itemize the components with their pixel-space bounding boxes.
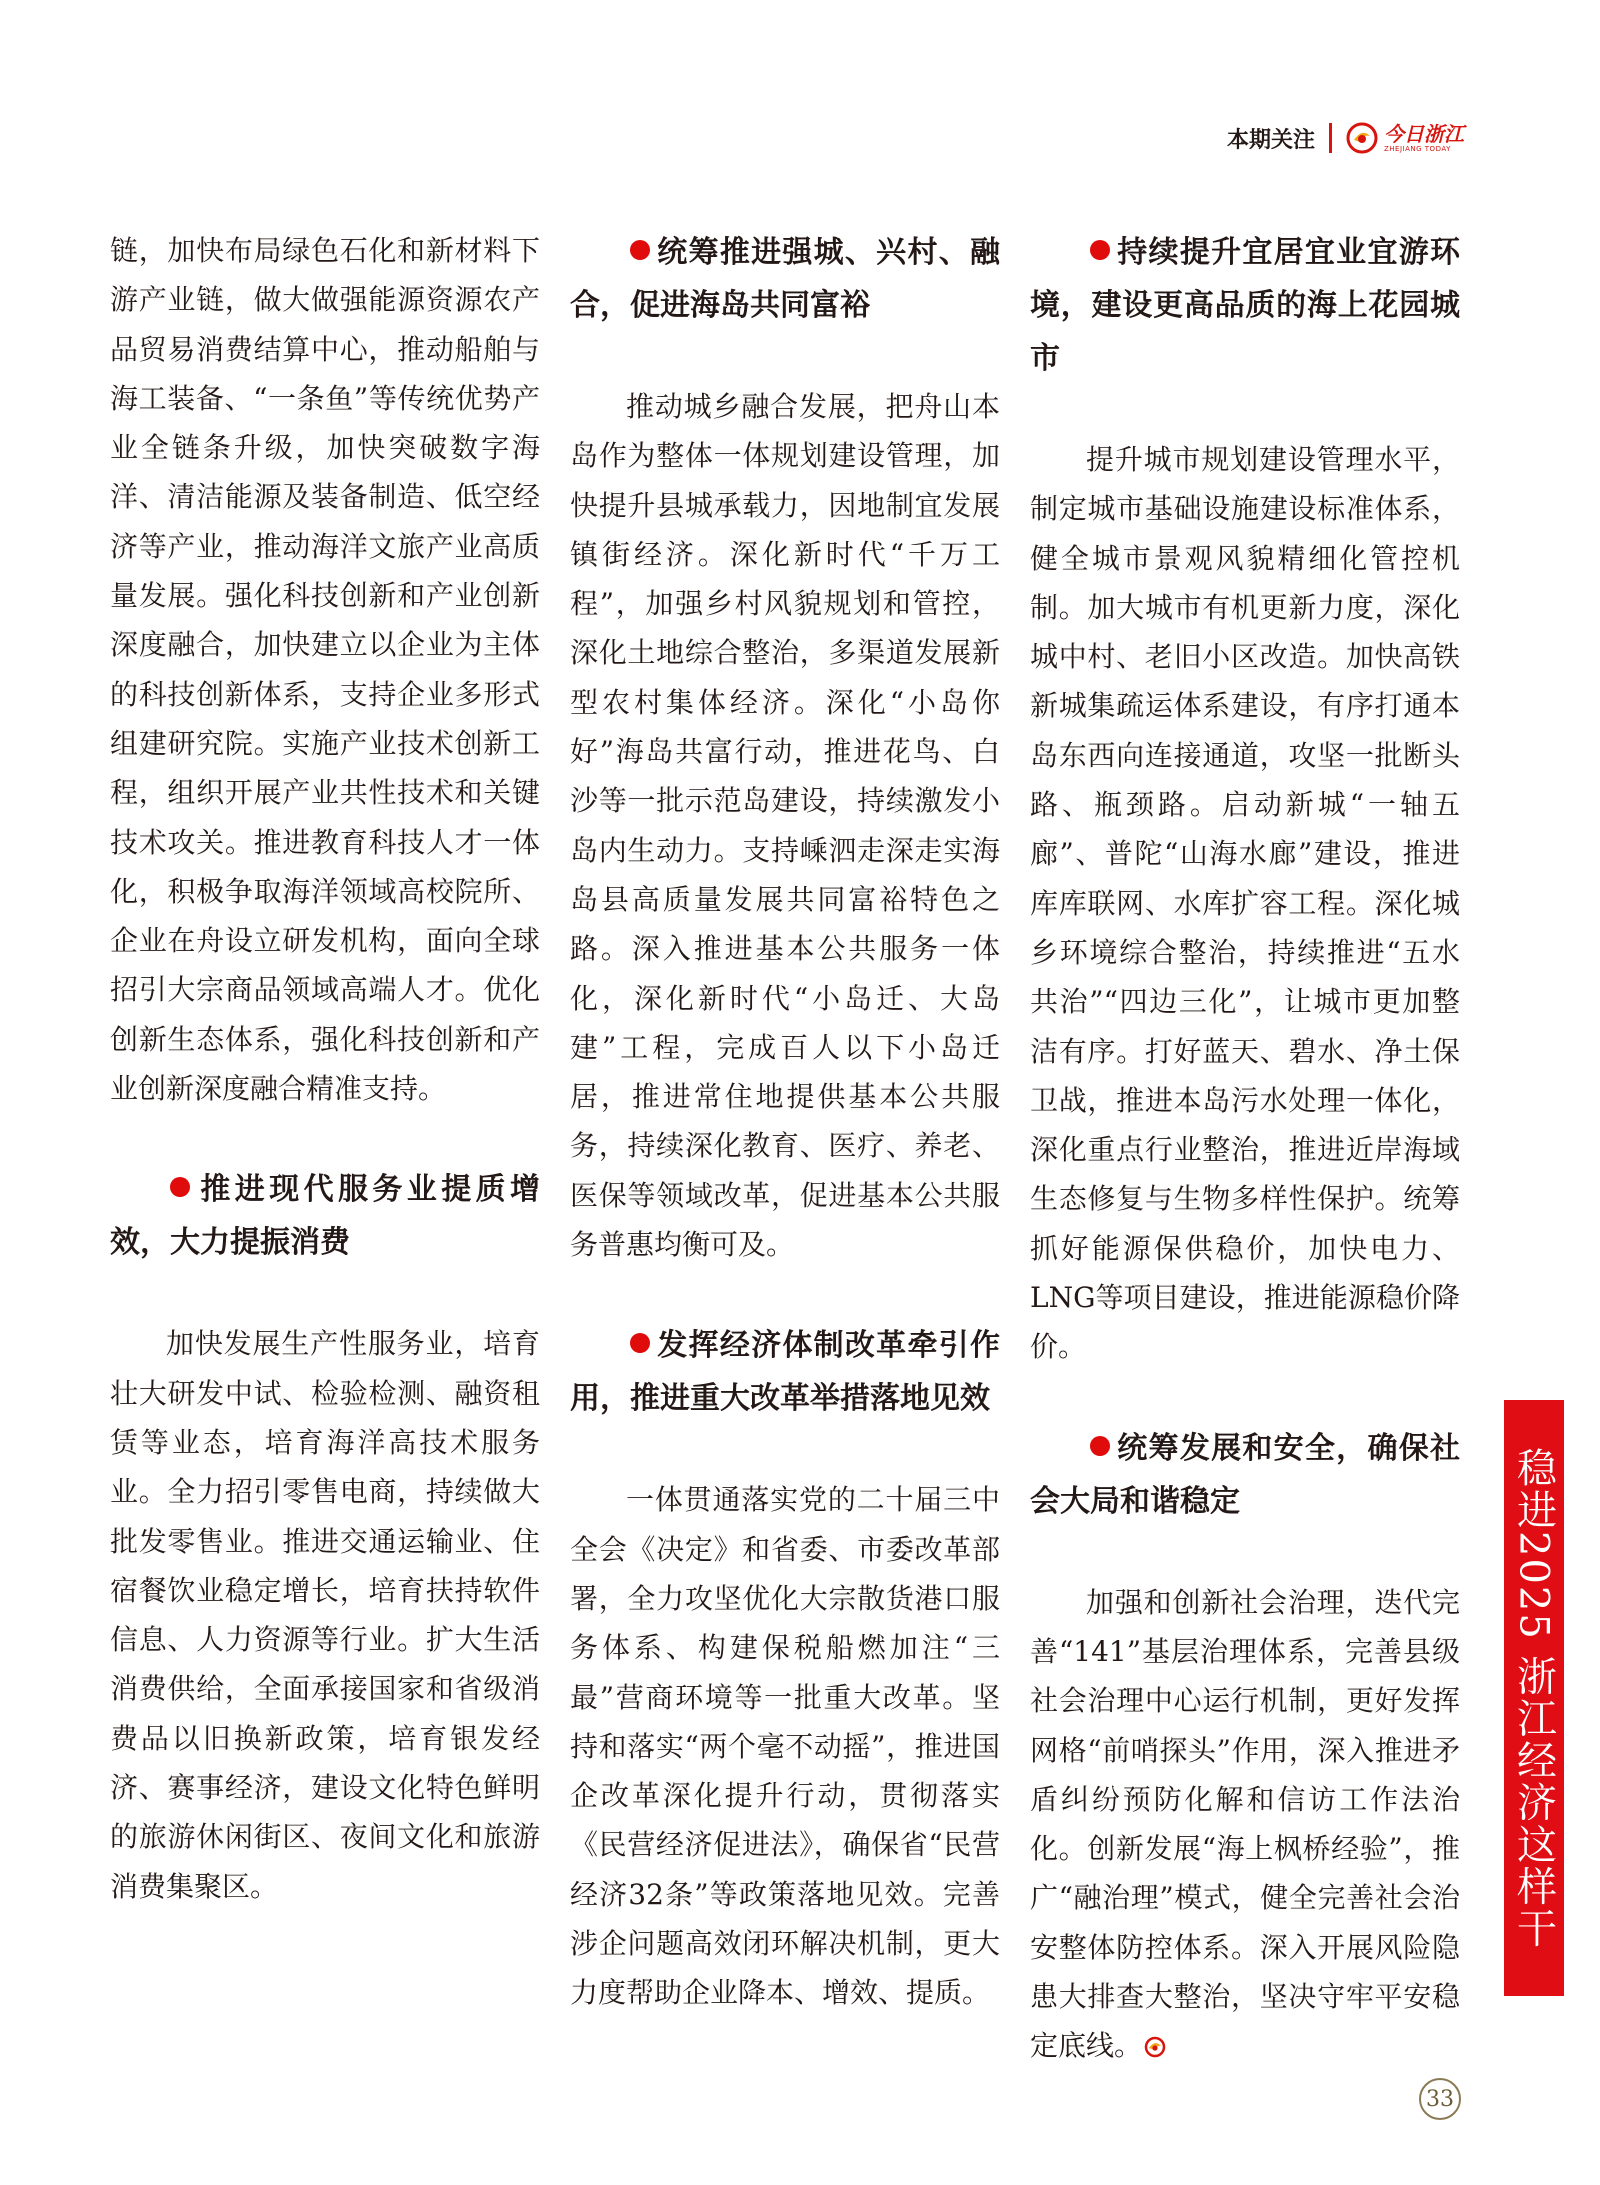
column-2: [570, 226, 1000, 2018]
red-bullet-icon: [1090, 240, 1110, 260]
logo-english-text: ZHEJIANG TODAY: [1384, 144, 1451, 153]
header-divider: [1329, 123, 1332, 153]
heading-text: 持续提升宜居宜业宜游环境，建设更高品质的海上花园城市: [1030, 235, 1460, 376]
logo-swirl-icon: [1346, 122, 1378, 154]
series-title: 稳进2025 浙江经济这样干: [1510, 1446, 1557, 1950]
heading-text: 统筹发展和安全，确保社会大局和谐稳定: [1030, 1430, 1460, 1519]
end-mark-icon: [1144, 2036, 1166, 2058]
section-heading: [570, 1319, 1000, 1425]
red-bullet-icon: [1090, 1436, 1110, 1456]
heading-text: 发挥经济体制改革牵引作用，推进重大改革举措落地见效: [570, 1328, 1000, 1417]
body-paragraph: 链，加快布局绿色石化和新材料下游产业链，做大做强能源资源农产品贸易消费结算中心，推动船舶与海工装备、“一条鱼”等传统优势产业全链条升级，加快突破数字海洋、清洁能源及装备制造、低空经济等产业，推动海洋文旅产业高质量发展。强化科技创新和产业创新深度融合，加快建立以企业为主体的科技创新体系，支持企业多形式组建研究院。实施产业技术创新工程，组织开展产业共性技术和关键技术攻关。推进教育科技人才一体化，积极争取海洋领域高校院所、企业在舟设立研发机构，面向全球招引大宗商品领域高端人才。优化创新生态体系，强化科技创新和产业创新深度融合精准支持。: [110, 234, 540, 1106]
logo-chinese-text: 今日浙江: [1384, 121, 1464, 146]
section-heading: [570, 226, 1000, 332]
section-heading: [1030, 1422, 1460, 1528]
page-number: 33: [1419, 2078, 1461, 2120]
red-bullet-icon: [630, 1333, 650, 1353]
heading-text: 统筹推进强城、兴村、融合，促进海岛共同富裕: [570, 235, 1000, 323]
red-bullet-icon: [630, 240, 650, 260]
body-paragraph: 推动城乡融合发展，把舟山本岛作为整体一体规划建设管理，加快提升县城承载力，因地制宜发展镇街经济。深化新时代“千万工程”，加强乡村风貌规划和管控，深化土地综合整治，多渠道发展新型农村集体经济。深化“小岛你好”海岛共富行动，推进花鸟、白沙等一批示范岛建设，持续激发小岛内生动力。支持嵊泗走深走实海岛县高质量发展共同富裕特色之路。深入推进基本公共服务一体化，深化新时代“小岛迁、大岛建”工程，完成百人以下小岛迁居，推进常住地提供基本公共服务，持续深化教育、医疗、养老、医保等领域改革，促进基本公共服务普惠均衡可及。: [570, 390, 1000, 1262]
section-heading: [110, 1163, 540, 1269]
column-3: [1030, 226, 1460, 2071]
heading-text: 推进现代服务业提质增效，大力提振消费: [110, 1172, 540, 1261]
section-title: 本期关注: [1226, 127, 1315, 153]
magazine-logo: [1346, 122, 1464, 154]
section-heading: [1030, 226, 1460, 385]
series-side-tab: [1504, 1400, 1564, 1996]
body-paragraph: [1030, 1578, 1460, 2071]
final-paragraph-text: 加强和创新社会治理，迭代完善“141”基层治理体系，完善县级社会治理中心运行机制，更好发挥网格“前哨探头”作用，深入推进矛盾纠纷预防化解和信访工作法治化。创新发展“海上枫桥经验”，推广“融治理”模式，健全完善社会治安整体防控体系。深入开展风险隐患大排查大整治，坚决守牢平安稳定底线。: [1030, 1585, 1460, 2063]
body-paragraph: 加快发展生产性服务业，培育壮大研发中试、检验检测、融资租赁等业态，培育海洋高技术服务业。全力招引零售电商，持续做大批发零售业。推进交通运输业、住宿餐饮业稳定增长，培育扶持软件信息、人力资源等行业。扩大生活消费供给，全面承接国家和省级消费品以旧换新政策，培育银发经济、赛事经济，建设文化特色鲜明的旅游休闲街区、夜间文化和旅游消费集聚区。: [110, 1327, 540, 1903]
column-1: [110, 226, 540, 1911]
red-bullet-icon: [170, 1177, 190, 1197]
body-paragraph: 提升城市规划建设管理水平，制定城市基础设施建设标准体系，健全城市景观风貌精细化管控机制。加大城市有机更新力度，深化城中村、老旧小区改造。加快高铁新城集疏运体系建设，有序打通本岛东西向连接通道，攻坚一批断头路、瓶颈路。启动新城“一轴五廊”、普陀“山海水廊”建设，推进库库联网、水库扩容工程。深化城乡环境综合整治，持续推进“五水共治”“四边三化”，让城市更加整洁有序。打好蓝天、碧水、净土保卫战，推进本岛污水处理一体化，深化重点行业整治，推进近岸海域生态修复与生物多样性保护。统筹抓好能源保供稳价，加快电力、LNG等项目建设，推进能源稳价降价。: [1030, 443, 1460, 1364]
body-paragraph: 一体贯通落实党的二十届三中全会《决定》和省委、市委改革部署，全力攻坚优化大宗散货港口服务体系、构建保税船燃加注“三最”营商环境等一批重大改革。坚持和落实“两个毫不动摇”，推进国企改革深化提升行动，贯彻落实《民营经济促进法》，确保省“民营经济32条”等政策落地见效。完善涉企问题高效闭环解决机制，更大力度帮助企业降本、增效、提质。: [570, 1483, 1000, 2010]
page-header: [1227, 122, 1464, 154]
